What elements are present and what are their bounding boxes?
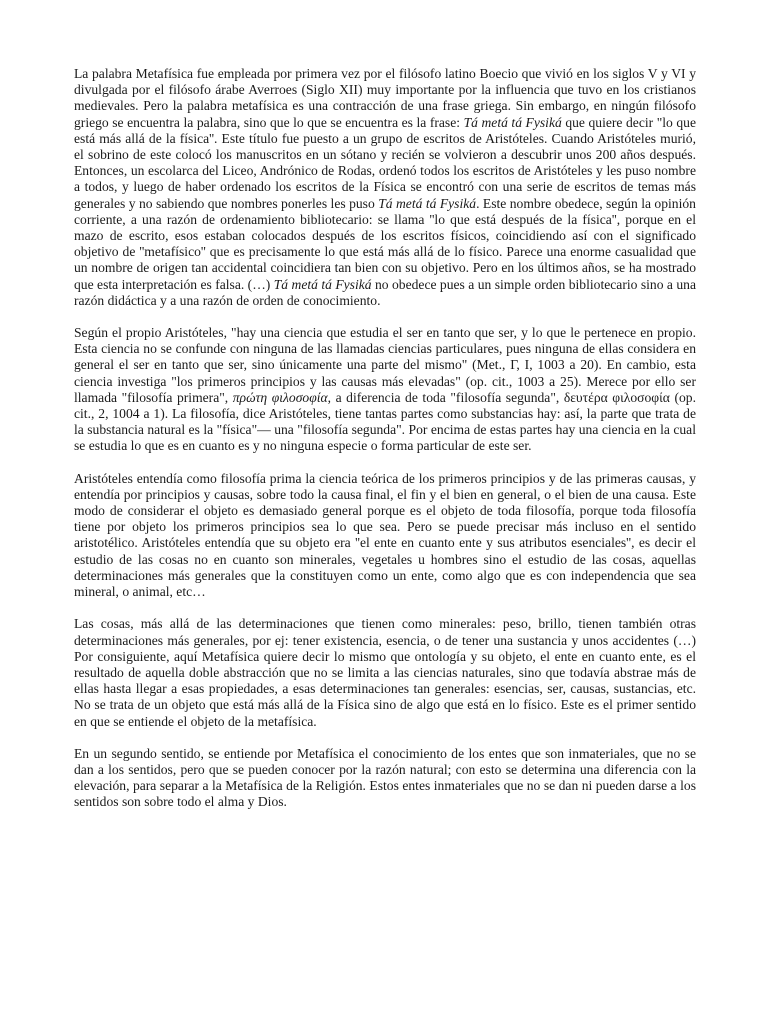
paragraph-5	[74, 746, 696, 811]
text-segment: que quiere decir "lo que está más allá de la física''. Este título fue puesto a un grupo de escritos de Aristóteles. Cuando Aristóteles murió, el sobrino de este colocó los manuscritos en un sótano y recién se volvieron a descubrir unos 200 años después. Entonces, un escolarca del Liceo, Andrónico de Rodas, ordenó todos los escritos de Aristóteles y les puso nombre a todos, y luego de haber ordenado los escritos de la Física se encontró con una serie de escritos de temas más generales y no sabiendo que nombres ponerles les puso	[74, 114, 696, 211]
greek-italic-term: πρώτη φιλοσοφία	[232, 389, 328, 405]
text-segment: , a diferencia de toda "filosofía segunda", δευτέρα φιλοσοφία (op. cit., 2, 1004 a 1). La filosofía, dice Aristóteles, tiene tantas partes como substancias hay: así, la parte que trata de la substancia natural es la "física"— una "filosofía segunda". Por encima de estas partes hay una ciencia en la cual se estudia lo que es en cuanto es y no ninguna especie o forma particular de este ser.	[74, 389, 696, 454]
text-segment: no obedece pues a un simple orden bibliotecario sino a una razón didáctica y a una razón de orden de conocimiento.	[74, 276, 696, 308]
italic-term: Tá metá tá Fysiká	[378, 195, 477, 211]
text-segment: La palabra Metafísica fue empleada por primera vez por el filósofo latino Boecio que vivió en los siglos V y VI y divulgada por el filósofo árabe Averroes (Siglo XII) muy importante por la influencia que tuvo en los cristianos medievales. Pero la palabra metafísica es una contracción de una frase griega. Sin embargo, en ningún filósofo griego se encuentra la palabra, sino que lo que se encuentra es la frase:	[74, 66, 696, 130]
text-segment: . Este nombre obedece, según la opinión corriente, a una razón de ordenamiento bibliotecario: se llama ''lo que está después de la física'', porque en el mazo de escrito, esos estaban colocados después de los escritos físicos, coincidiendo así con el significado objetivo de ''metafísico'' que es precisamente lo que está más allá de lo físico. Parece una enorme casualidad que un nombre de origen tan accidental coincidiera tan bien con su objetivo. Pero en los últimos años, se ha mostrado que esta interpretación es falsa. (…)	[74, 195, 696, 292]
italic-term: Tá metá tá Fysiká	[463, 114, 562, 130]
text-segment: Según el propio Aristóteles, "hay una ciencia que estudia el ser en tanto que ser, y lo que le pertenece en propio. Esta ciencia no se confunde con ninguna de las llamadas ciencias particulares, pues ninguna de ellas considera en general el ser en tanto que ser, sino únicamente una parte del mismo" (Met., Γ, Ι, 1003 a 20). En cambio, esta ciencia investiga "los primeros principios y las causas más elevadas" (op. cit., 1003 a 25). Merece por ello ser llamada "filosofía primera",	[74, 325, 696, 405]
paragraph-1	[74, 66, 696, 309]
text-segment: Aristóteles entendía como filosofía prima la ciencia teórica de los primeros principios y de las primeras causas, y entendía por principios y causas, sobre todo la causa final, el fin y el bien en general, o el bien de una causa. Este modo de considerar el objeto es demasiado general porque es el objeto de toda filosofía, porque toda filosofía tiene por objeto los primeros principios sea lo que sea. Pero se puede precisar más incluso en el sentido aristotélico. Aristóteles entendía que su objeto era ''el ente en cuanto ente y sus atributos esenciales'', es decir el estudio de las cosas no en cuanto son minerales, vegetales u hombres sino el estudio de las cosas, aquellas determinaciones más generales que la constituyen como un ente, como algo que es con independencia que sea mineral, o animal, etc…	[74, 470, 696, 600]
text-segment: Las cosas, más allá de las determinaciones que tienen como minerales: peso, brillo, tienen también otras determinaciones más generales, por ej: tener existencia, esencia, o de tener una sustancia y unos accidentes (…) Por consiguiente, aquí Metafísica quiere decir lo mismo que ontología y su objeto, el ente en cuanto ente, es el resultado de aquella doble abstracción que no se limita a las ciencias naturales, sino que todavía abstrae más de ellas hasta llegar a esas propiedades, a esas determinaciones tan generales: esencias, ser, causas, sustancias, etc. No se trata de un objeto que está más allá de la Física sino de algo que está en lo físico. Este es el primer sentido en que se entiende el objeto de la metafísica.	[74, 616, 696, 729]
paragraph-4	[74, 616, 696, 729]
italic-term: Tá metá tá Fysiká	[273, 276, 372, 292]
paragraph-2	[74, 325, 696, 455]
paragraph-3	[74, 471, 696, 601]
text-segment: En un segundo sentido, se entiende por Metafísica el conocimiento de los entes que son inmateriales, que no se dan a los sentidos, pero que se pueden conocer por la razón natural; con esto se determina una diferencia con la elevación, para separar a la Metafísica de la Religión. Estos entes inmateriales que no se dan ni pueden darse a los sentidos son sobre todo el alma y Dios.	[74, 745, 696, 810]
